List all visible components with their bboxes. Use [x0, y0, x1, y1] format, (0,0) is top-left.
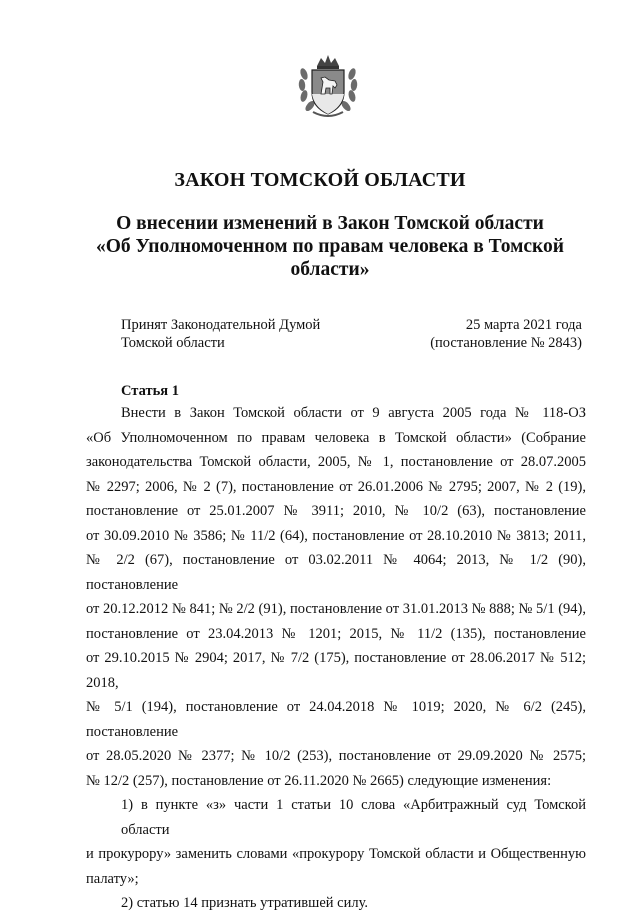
paragraph-line: от 30.09.2010 № 3586; № 11/2 (64), постановление от 28.10.2010 № 3813; 2011, [86, 527, 586, 544]
paragraph-line: № 2/2 (67), постановление от 03.02.2011 № 4064; 2013, № 1/2 (90), постановление [86, 552, 586, 593]
subtitle-line: О внесении изменений в Закон Томской области [116, 213, 544, 234]
subtitle-line: «Об Уполномоченном по правам человека в Томской [95, 236, 565, 257]
paragraph-line: постановление от 23.04.2013 № 1201; 2015, № 11/2 (135), постановление [86, 625, 586, 642]
paragraph-line: № 5/1 (194), постановление от 24.04.2018 № 1019; 2020, № 6/2 (245), постановление [86, 699, 586, 740]
paragraph-line: № 12/2 (257), постановление от 26.11.2020 № 2665) следующие изменения: [86, 772, 552, 789]
article-intro-paragraph [86, 401, 586, 793]
paragraph-line: от 20.12.2012 № 841; № 2/2 (91), постановление от 31.01.2013 № 888; № 5/1 (94), [86, 601, 586, 617]
subtitle-line: области» [290, 259, 370, 280]
adopted-date-line: 25 марта 2021 года [465, 317, 582, 333]
amendment-item-2 [86, 891, 586, 916]
paragraph-line: Внести в Закон Томской области от 9 августа 2005 года № 118-ОЗ [121, 405, 586, 421]
adopted-by-line: Принят Законодательной Думой [121, 317, 321, 333]
paragraph-line: палату»; [86, 870, 139, 887]
adopted-resolution-line: (постановление № 2843) [430, 335, 582, 351]
paragraph-line: «Об Уполномоченном по правам человека в Томской области» (Собрание [86, 429, 586, 446]
coat-of-arms-emblem [295, 52, 361, 120]
adopted-by-line: Томской области [121, 335, 225, 351]
adopted-date [430, 316, 582, 352]
paragraph-line: 2) статью 14 признать утратившей силу. [121, 895, 368, 911]
amendment-item-1 [86, 793, 586, 891]
paragraph-line: и прокурору» заменить словами «прокурору Томской области и Общественную [86, 846, 586, 862]
paragraph-line: 1) в пункте «з» части 1 статьи 10 слова «Арбитражный суд Томской области [121, 797, 586, 838]
paragraph-line: от 29.10.2015 № 2904; 2017, № 7/2 (175), постановление от 28.06.2017 № 512; 2018, [86, 650, 586, 691]
article-heading: Статья 1 [121, 383, 179, 399]
law-subtitle [80, 212, 580, 281]
paragraph-line: законодательства Томской области, 2005, № 1, постановление от 28.07.2005 [86, 454, 586, 470]
paragraph-line: № 2297; 2006, № 2 (7), постановление от 26.01.2006 № 2795; 2007, № 2 (19), [86, 478, 586, 495]
paragraph-line: постановление от 25.01.2007 № 3911; 2010, № 10/2 (63), постановление [86, 503, 586, 519]
paragraph-line: от 28.05.2020 № 2377; № 10/2 (253), постановление от 29.09.2020 № 2575; [86, 748, 586, 764]
adopted-by [121, 316, 320, 352]
law-title: ЗАКОН ТОМСКОЙ ОБЛАСТИ [174, 169, 466, 191]
article-body [86, 401, 586, 916]
